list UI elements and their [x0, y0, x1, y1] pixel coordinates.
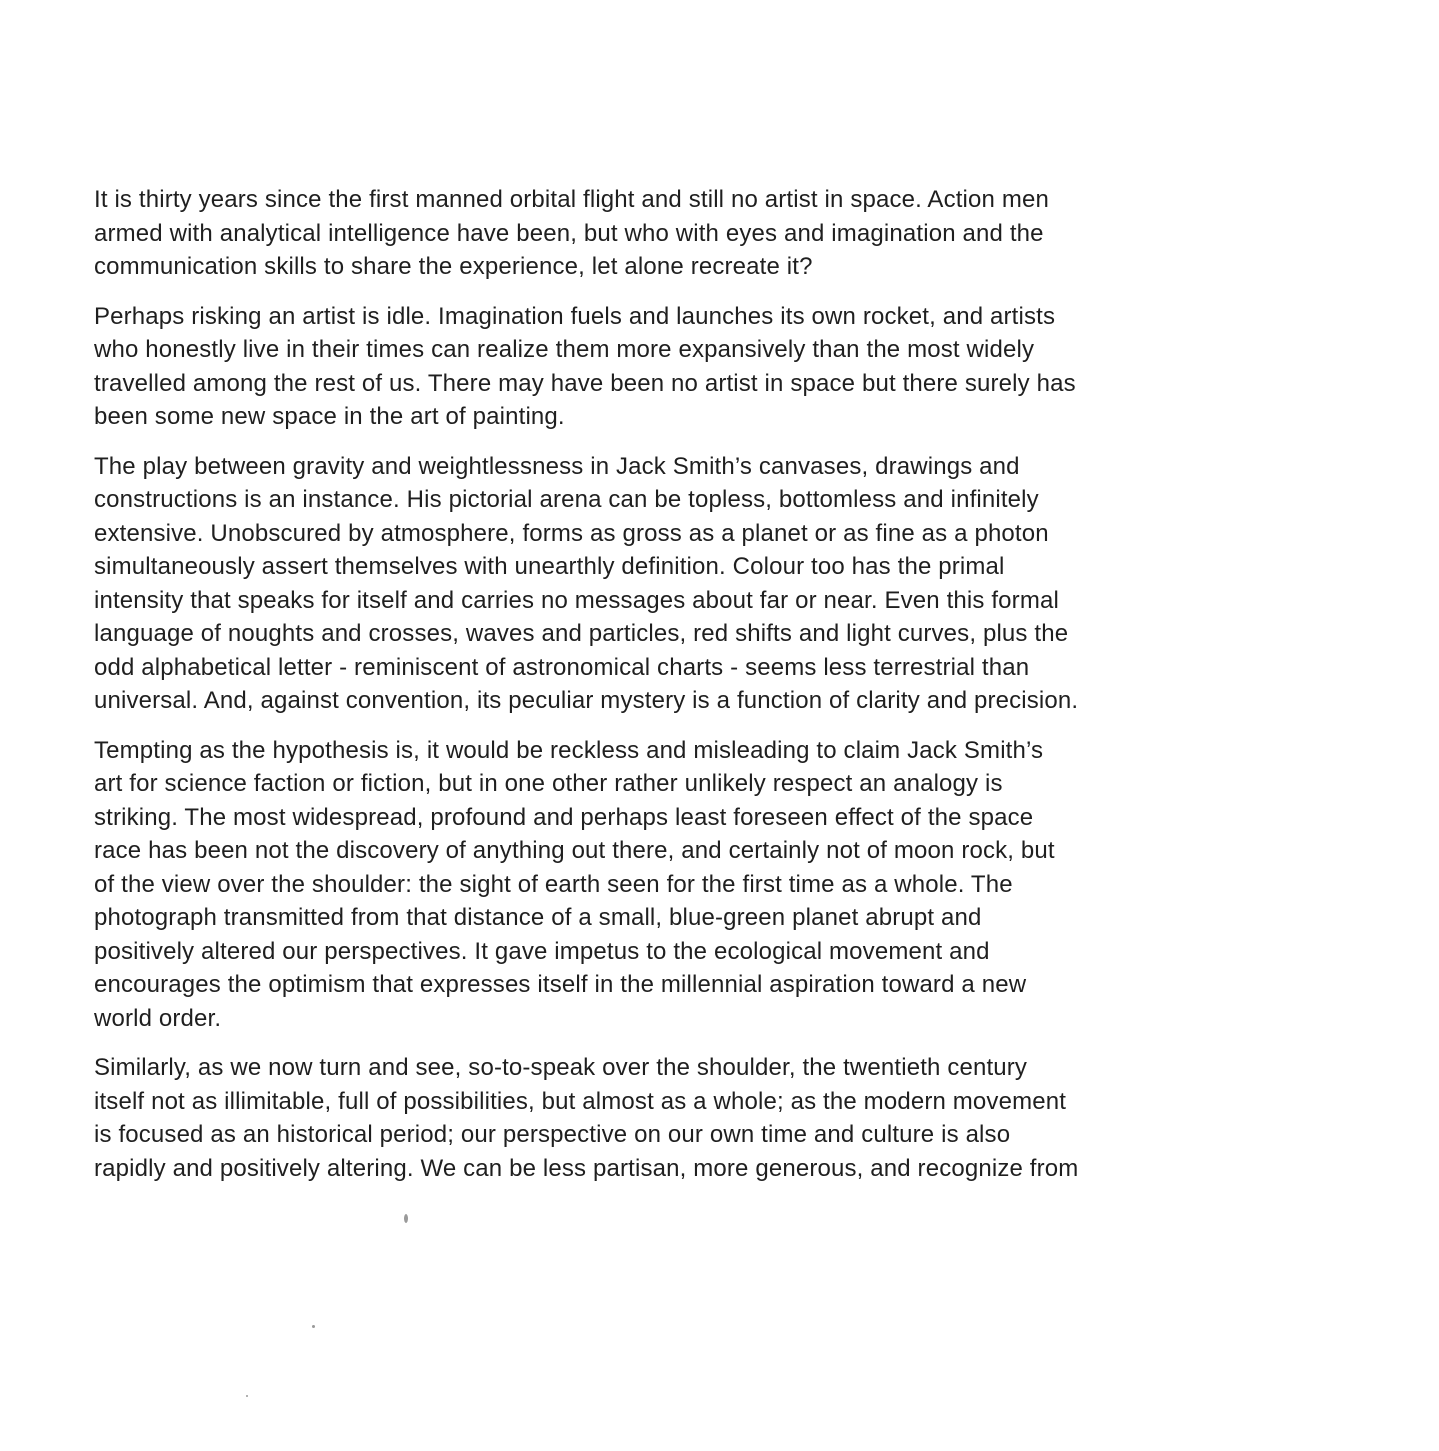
- paragraph-2: [94, 300, 1274, 434]
- text-line: rapidly and positively altering. We can be less partisan, more generous, and recognize from: [94, 1154, 1079, 1182]
- text-line: Perhaps risking an artist is idle. Imagination fuels and launches its own rocket, and artists: [94, 302, 1056, 330]
- text-line: positively altered our perspectives. It gave impetus to the ecological movement and: [94, 937, 990, 965]
- scan-speck: [404, 1214, 408, 1223]
- text-line: itself not as illimitable, full of possibilities, but almost as a whole; as the modern movement: [94, 1087, 1067, 1115]
- body-text: [94, 183, 1274, 1201]
- paragraph-3: [94, 450, 1274, 718]
- text-line: language of noughts and crosses, waves and particles, red shifts and light curves, plus the: [94, 620, 1069, 647]
- text-line: odd alphabetical letter - reminiscent of astronomical charts - seems less terrestrial than: [94, 653, 1030, 681]
- paragraph-4: [94, 734, 1274, 1036]
- text-line: armed with analytical intelligence have been, but who with eyes and imagination and the: [94, 219, 1044, 247]
- text-line: universal. And, against convention, its peculiar mystery is a function of clarity and precision.: [94, 687, 1079, 714]
- paragraph-5: [94, 1051, 1274, 1185]
- text-line: Tempting as the hypothesis is, it would be reckless and misleading to claim Jack Smith’s: [94, 736, 1044, 764]
- text-line: striking. The most widespread, profound and perhaps least foreseen effect of the space: [94, 803, 1034, 831]
- scan-speck: [312, 1325, 315, 1328]
- text-line: The play between gravity and weightlessness in Jack Smith’s canvases, drawings and: [94, 452, 1020, 480]
- text-line: travelled among the rest of us. There may have been no artist in space but there surely has: [94, 369, 1076, 397]
- text-line: simultaneously assert themselves with unearthly definition. Colour too has the primal: [94, 553, 1005, 580]
- text-line: It is thirty years since the first manned orbital flight and still no artist in space. Action men: [94, 186, 1049, 213]
- text-line: communication skills to share the experience, let alone recreate it?: [94, 253, 813, 280]
- text-line: world order.: [94, 1004, 222, 1032]
- text-line: art for science faction or fiction, but in one other rather unlikely respect an analogy is: [94, 770, 1003, 797]
- text-line: of the view over the shoulder: the sight of earth seen for the first time as a whole. The: [94, 870, 1013, 898]
- text-line: been some new space in the art of painting.: [94, 403, 565, 430]
- text-line: who honestly live in their times can realize them more expansively than the most widely: [94, 336, 1035, 363]
- text-line: encourages the optimism that expresses itself in the millennial aspiration toward a new: [94, 971, 1027, 998]
- text-line: constructions is an instance. His pictorial arena can be topless, bottomless and infinitely: [94, 486, 1039, 513]
- text-line: intensity that speaks for itself and carries no messages about far or near. Even this formal: [94, 586, 1059, 614]
- scan-speck: [246, 1395, 248, 1397]
- text-line: photograph transmitted from that distance of a small, blue-green planet abrupt and: [94, 904, 982, 931]
- text-line: extensive. Unobscured by atmosphere, forms as gross as a planet or as fine as a photon: [94, 519, 1049, 547]
- text-line: race has been not the discovery of anything out there, and certainly not of moon rock, but: [94, 837, 1055, 864]
- text-line: is focused as an historical period; our perspective on our own time and culture is also: [94, 1121, 1011, 1148]
- text-line: Similarly, as we now turn and see, so-to-speak over the shoulder, the twentieth century: [94, 1054, 1028, 1081]
- paragraph-1: [94, 183, 1274, 284]
